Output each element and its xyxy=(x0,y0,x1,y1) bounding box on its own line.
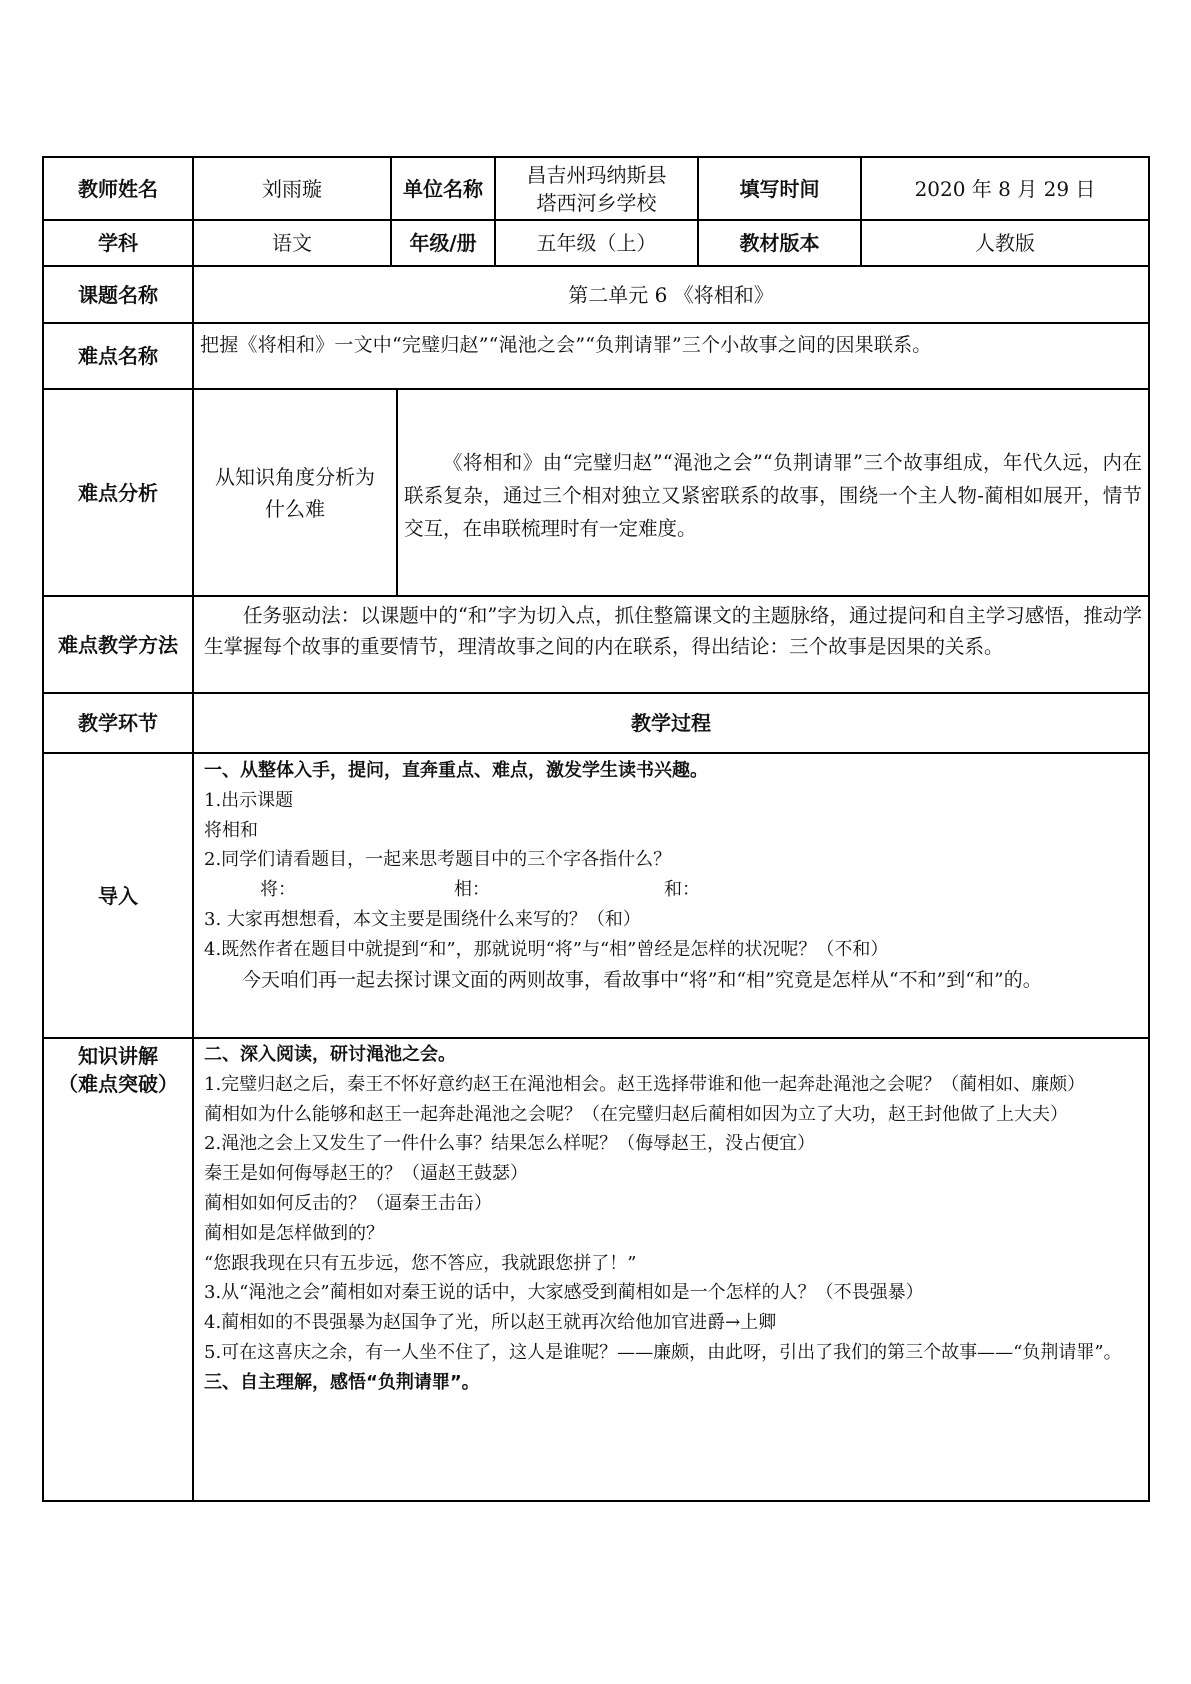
knowledge-line: 蔺相如为什么能够和赵王一起奔赴渑池之会呢？（在完璧归赵后蔺相如因为立了大功，赵王封他做了上大夫） xyxy=(204,1103,1068,1125)
method-label: 难点教学方法 xyxy=(58,632,178,657)
unit-name-line2: 塔西河乡学校 xyxy=(536,190,657,215)
intro-line: 2.同学们请看题目，一起来思考题目中的三个字各指什么？ xyxy=(204,849,672,871)
table-rule xyxy=(42,1500,1150,1502)
knowledge-content xyxy=(204,1040,1144,1398)
fill-date-value: 2020 年 8 月 29 日 xyxy=(914,176,1096,201)
knowledge-line: “您跟我现在只有五步远，您不答应，我就跟您拼了！” xyxy=(204,1252,637,1274)
knowledge-line: 2.渑池之会上又发生了一件什么事？结果怎么样呢？（侮辱赵王，没占便宜） xyxy=(204,1133,816,1155)
intro-line: 将相和 xyxy=(204,819,258,841)
knowledge-line: 4.蔺相如的不畏强暴为赵国争了光，所以赵王就再次给他加官进爵→上卿 xyxy=(204,1312,777,1334)
analysis-label: 难点分析 xyxy=(78,480,158,505)
knowledge-line: 1.完璧归赵之后，秦王不怀好意约赵王在渑池相会。赵王选择带谁和他一起奔赴渑池之会呢？（蔺相如、廉颇） xyxy=(204,1073,1086,1095)
intro-title: 一、从整体入手，提问，直奔重点、难点，激发学生读书兴趣。 xyxy=(204,760,708,781)
difficulty-value: 把握《将相和》一文中“完璧归赵”“渑池之会”“负荆请罪”三个小故事之间的因果联系。 xyxy=(200,334,932,356)
grade-label: 年级/册 xyxy=(409,231,477,255)
table-rule xyxy=(192,156,194,1502)
knowledge-label-line1: 知识讲解 xyxy=(78,1044,158,1068)
knowledge-line: 5.可在这喜庆之余，有一人坐不住了，这人是谁呢？——廉颇，由此呀，引出了我们的第三个故事——“负荆请罪”。 xyxy=(204,1341,1122,1363)
teacher-name-value: 刘雨璇 xyxy=(262,176,322,201)
intro-line: 1.出示课题 xyxy=(204,789,294,811)
topic-value: 第二单元 6 《将相和》 xyxy=(568,282,774,307)
unit-name-value xyxy=(496,158,697,219)
edition-value: 人教版 xyxy=(975,231,1035,255)
table-rule xyxy=(42,1037,1150,1039)
intro-line: 3. 大家再想想看，本文主要是围绕什么来写的？（和） xyxy=(204,908,641,930)
subject-label: 学科 xyxy=(98,231,138,255)
knowledge-label xyxy=(44,1040,192,1100)
unit-name-line1: 昌吉州玛纳斯县 xyxy=(526,162,667,187)
intro-label: 导入 xyxy=(98,883,138,908)
char-xiang: 相： xyxy=(454,879,490,901)
analysis-text: 《将相和》由“完璧归赵”“渑池之会”“负荆请罪”三个故事组成，年代久远，内在联系复杂，通过三个相对独立又紧密联系的故事，围绕一个主人物-蔺相如展开，情节交互，在串联梳理时有一定难度。 xyxy=(404,451,1142,540)
table-rule xyxy=(396,388,398,597)
knowledge-line: 蔺相如如何反击的？（逼秦王击缶） xyxy=(204,1192,492,1214)
knowledge-title: 二、深入阅读，研讨渑池之会。 xyxy=(204,1044,456,1065)
table-rule xyxy=(1148,156,1150,1502)
knowledge-line: 3.从“渑池之会”蔺相如对秦王说的话中，大家感受到蔺相如是一个怎样的人？（不畏强暴） xyxy=(204,1282,924,1304)
knowledge-line: 秦王是如何侮辱赵王的？（逼赵王鼓瑟） xyxy=(204,1163,528,1185)
table-rule xyxy=(42,752,1150,754)
edition-label: 教材版本 xyxy=(739,231,820,255)
unit-name-label: 单位名称 xyxy=(403,176,483,201)
teacher-name-label: 教师姓名 xyxy=(78,176,158,201)
char-jiang: 将： xyxy=(260,879,296,901)
intro-three-chars xyxy=(204,875,1144,905)
fill-date-label: 填写时间 xyxy=(739,176,820,201)
stage-header: 教学环节 xyxy=(78,711,158,735)
grade-value: 五年级（上） xyxy=(536,231,657,255)
intro-line: 今天咱们再一起去探讨课文面的两则故事，看故事中“将”和“相”究竟是怎样从“不和”到“和”的。 xyxy=(242,968,1042,991)
difficulty-label: 难点名称 xyxy=(78,344,158,368)
topic-label: 课题名称 xyxy=(78,282,158,307)
table-rule xyxy=(42,322,1150,324)
analysis-sub-label: 从知识角度分析为什么难 xyxy=(215,464,375,521)
table-rule xyxy=(42,595,1150,597)
knowledge-line: 蔺相如是怎样做到的？ xyxy=(204,1222,384,1244)
char-he: 和： xyxy=(664,879,700,901)
method-text: 任务驱动法：以课题中的“和”字为切入点，抓住整篇课文的主题脉络，通过提问和自主学习感悟，推动学生掌握每个故事的重要情节，理清故事之间的内在联系，得出结论：三个故事是因果的关系。 xyxy=(204,604,1142,658)
process-header: 教学过程 xyxy=(631,711,711,735)
intro-content xyxy=(204,756,1144,995)
knowledge-label-line2: （难点突破） xyxy=(58,1072,178,1096)
subject-value: 语文 xyxy=(272,231,312,255)
next-section-title: 三、自主理解，感悟“负荆请罪”。 xyxy=(204,1371,480,1393)
intro-line: 4.既然作者在题目中就提到“和”，那就说明“将”与“相”曾经是怎样的状况呢？（不和） xyxy=(204,938,889,960)
